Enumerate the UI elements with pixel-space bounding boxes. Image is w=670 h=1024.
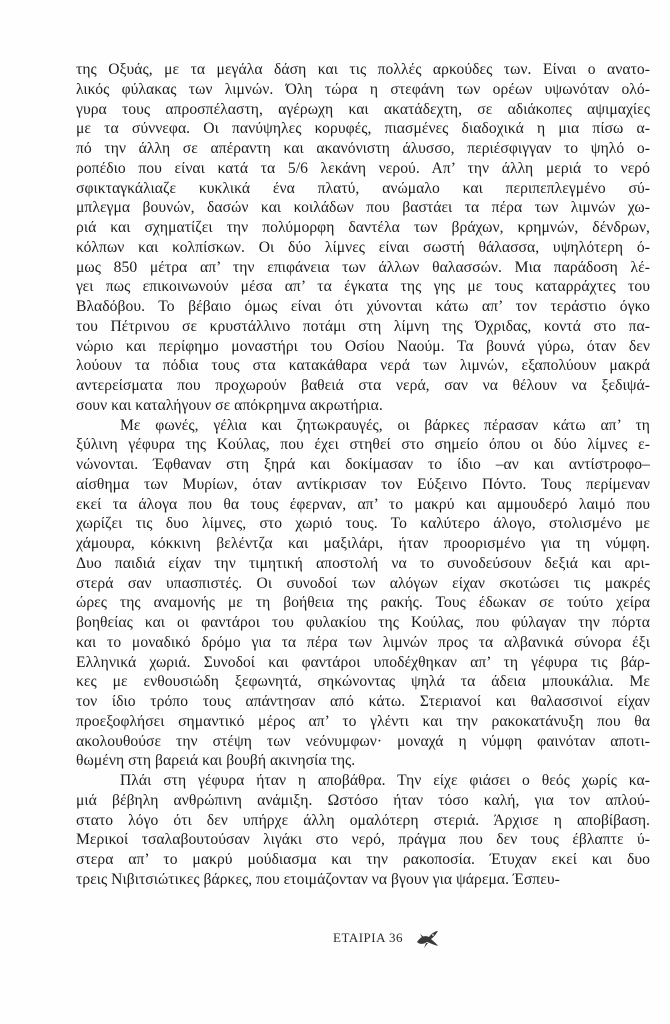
text-line: Με φωνές, γέλια και ζητωκραυγές, οι βάρκες πέρασαν κάτω απ’ τη [120,416,650,434]
text-line: ροπέδιο που είναι κατά τα 5/6 λεκάνη νερού. Απ’ την άλλη μεριά το νερό [76,159,650,177]
page-footer [0,927,670,951]
text-line: νώνονται. Έφθαναν στη ξηρά και δοκίμασαν το ίδιο –αν και αντίστροφο– [76,456,650,473]
text-line: νώριο και περίφημο μοναστήρι του Οσίου Ναούμ. Τα βουνά γύρω, όταν δεν [76,337,650,355]
text-line: τον ίδιο τρόπο τους απάντησαν από κάτω. Στεριανοί και θαλασσινοί είχαν [76,693,650,710]
text-line: εκεί τα άλογα που θα τους έφερναν, απ’ το μακρύ και αμμουδερό λαιμό που [76,495,650,513]
text-line: Πλάι στη γέφυρα ήταν η αποβάθρα. Την είχε φιάσει ο θεός χωρίς κα- [120,772,650,789]
running-head: ΕΤΑΙΡΙΑ [333,930,386,945]
text-line: μως 850 μέτρα απ’ την επιφάνεια των άλλων θαλασσών. Μια παράδοση λέ- [76,258,650,276]
running-footer [333,930,403,946]
bird-ornament-icon [414,927,440,949]
text-line: λούουν τα πόδια τους στα κατακάθαρα νερά των λιμνών, εξαπολύουν μακρά [76,357,650,375]
page-number: 36 [389,930,404,945]
text-line: ακολουθούσε την στέψη των νεόνυμφων· μοναχά η νύμφη φαινόταν αποτι- [76,732,650,750]
text-line: Δυο παιδιά είχαν την τιμητική αποστολή να το συνοδεύσουν δεξιά και αρι- [76,554,650,572]
text-line: κες με ενθουσιώδη ξεφωνητά, σηκώνοντας ψηλά τα άδεια μπουκάλια. Με [76,673,650,691]
text-line: και το μοναδικό δρόμο για τα πέρα των λιμνών προς τα αλβανικά σύνορα έξι [76,633,650,651]
text-line: αντερείσματα που προχωρούν βαθειά στα νερά, σαν να θέλουν να ξεδιψά- [76,377,650,394]
body-text [76,60,650,890]
text-line: χάμουρα, κόκκινη βελέντζα και μαξιλάρι, ήταν προορισμένο για τη νύμφη. [76,535,650,552]
text-line: Ελληνικά χωριά. Συνοδοί και φαντάροι υποδέχθηκαν απ’ τη γέφυρα τις βάρ- [76,653,650,671]
text-line: μιά βέβηλη ανθρώπινη ανάμιξη. Ωστόσο ήταν τόσο καλή, για τον απλού- [76,791,650,809]
paragraph [76,60,650,416]
text-line: μπλεγμα βουνών, δασών και κοιλάδων που βαστάει τα πέρα των λιμνών χω- [76,199,650,217]
text-line: σφικταγκάλιαζε κυκλικά ένα πλατύ, ανώμαλο και περιπεπλεγμένο σύ- [76,179,650,197]
text-line: γυρα τους απροσπέλαστη, αγέρωχη και ακατάδεχτη, σε αδιάκοπες αψιμαχίες [76,100,650,118]
text-line: με τα σύννεφα. Οι πανύψηλες κορυφές, πιασμένες διαδοχικά η μια πίσω α- [76,120,650,138]
text-line: τρεις Νιβιτσιώτικες βάρκες, που ετοιμάζονταν να βγουν για ψάρεμα. Έσπευ- [76,870,560,888]
text-line: ξύλινη γέφυρα της Κούλας, που έχει στηθεί στο σημείο όπου οι δύο λίμνες ε- [76,436,650,454]
text-line: θωμένη στη βαρειά και βουβή ακινησία της. [76,752,356,770]
text-line: λικός φύλακας των λιμνών. Όλη τώρα η στεφάνη των ορέων υψωνόταν ολό- [76,80,650,98]
text-line: σουν και καταλήγουν σε απόκρημνα ακρωτήρια. [76,396,383,414]
text-line: γει πως επικοινωνούν μέσα απ’ τα έγκατα της γης με τους καταρράχτες του [76,278,650,296]
text-line: του Πέτρινου σε κρυστάλλινο ποτάμι στη λίμνη της Όχριδας, κοντά στο πα- [76,317,650,335]
text-line: ριά και σχηματίζει την πολύμορφη δαντέλα των βράχων, κρημνών, δένδρων, [76,219,650,236]
text-line: κόλπων και κολπίσκων. Οι δύο λίμνες είναι σωστή θάλασσα, υψηλότερη ό- [76,238,650,256]
text-line: στερά σαν υπασπιστές. Οι συνοδοί των αλόγων είχαν σκοτώσει τις μακρές [76,574,650,592]
text-line: πό την άλλη σε απέραντη και ακανόνιστη άλυσσο, περιέσφιγγαν το ψηλό ο- [76,140,650,157]
text-line: αίσθημα των Μυρίων, όταν αντίκρισαν τον Εύξεινο Πόντο. Τους περίμεναν [76,475,650,493]
text-line: ώρες της αναμονής με τη βοήθεια της ρακής. Τους έδωκαν σε τούτο χείρα [76,594,650,612]
text-line: της Οξυάς, με τα μεγάλα δάση και τις πολλές αρκούδες των. Είναι ο ανατο- [76,61,650,78]
paragraph [76,771,650,890]
paragraph [76,416,650,772]
text-line: χωρίζει τις δυο λίμνες, στο χωριό τους. Το καλύτερο άλογο, στολισμένο με [76,515,650,533]
text-line: προεξοφλήσει σημαντικό μέρος απ’ το γλέντι και την ρακοκατάνυξη που θα [76,712,650,730]
text-line: Βλαδόβου. Το βέβαιο όμως είναι ότι χύνονται κάτω απ’ τον τεράστιο όγκο [76,298,650,315]
text-line: βοηθείας και οι φαντάροι του φυλακίου της Κούλας, που φύλαγαν την πόρτα [76,614,650,631]
text-line: στερα απ’ το μακρύ μούδιασμα και την ρακοποσία. Έτυχαν εκεί και δυο [76,851,650,868]
text-line: στατο λόγο ότι δεν υπήρχε άλλη ομαλότερη στεριά. Άρχισε η αποβίβαση. [76,811,650,829]
text-line: Μερικοί τσαλαβουτούσαν λιγάκι στο νερό, πράγμα που δεν τους έβλαπτε ύ- [76,831,650,849]
